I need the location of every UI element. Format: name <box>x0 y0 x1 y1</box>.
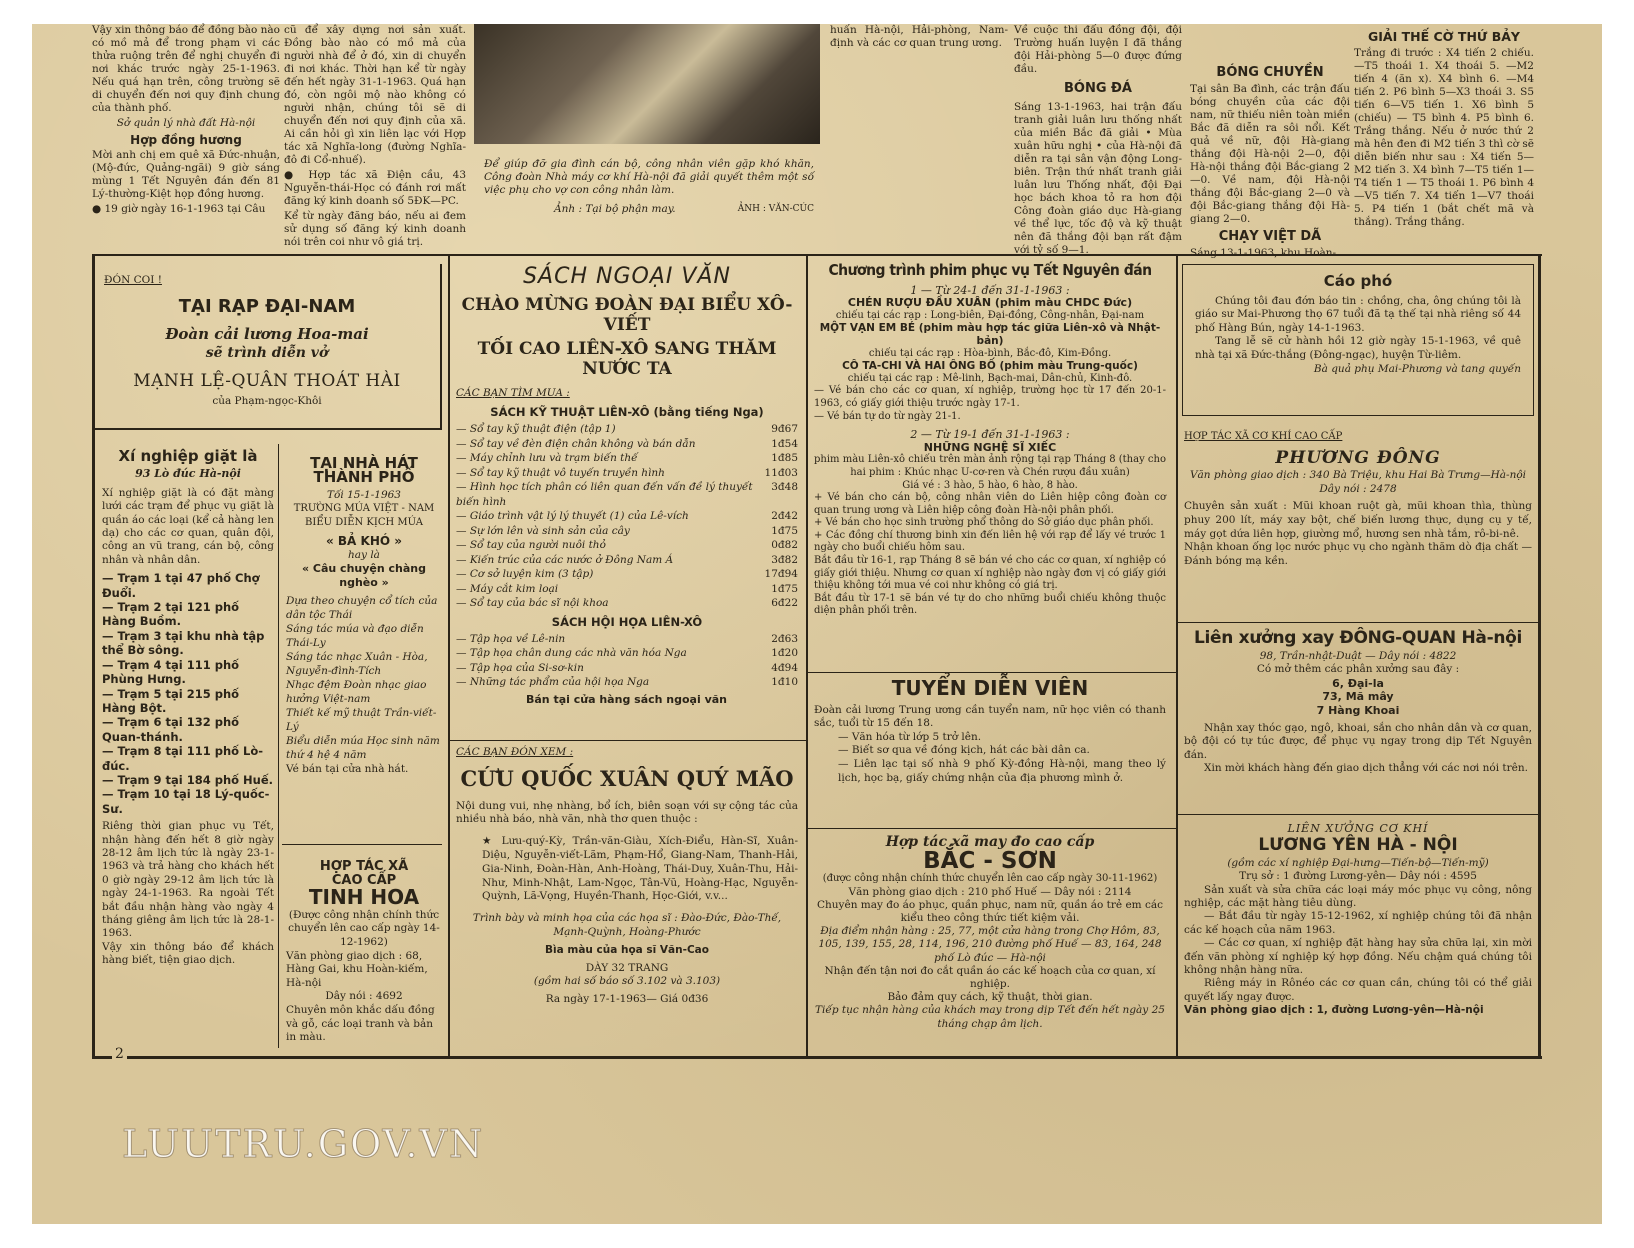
film-price: Giá vé : 3 hào, 5 hào, 6 hào, 8 hào. <box>902 479 1078 491</box>
book-title: — Máy cắt kim loại <box>456 582 559 595</box>
dong-quan-lead: Có mở thêm các phân xưởng sau đây : <box>1256 663 1460 676</box>
book-price: 17đ94 <box>764 568 798 580</box>
film-title: CHÉN RƯỢU ĐẦU XUÂN (phim màu CHDC Đức) <box>847 296 1133 310</box>
book-item <box>456 582 798 597</box>
tinh-hoa-heading: CAO CẤP <box>331 872 397 888</box>
ad-cuu-quoc <box>456 746 798 1048</box>
film-title: NHỮNG NGHỆ SĨ XIẾC <box>923 440 1057 454</box>
book-title: — Sổ tay về đèn điện chân không và bán dẫn <box>456 437 696 450</box>
book-item <box>456 567 798 582</box>
divider <box>278 444 279 1048</box>
book-item <box>456 524 798 539</box>
sport-text: Sáng 13-1-1963, khu Hoàn- <box>1190 247 1337 259</box>
ad-title: TẠI RẠP ĐẠI-NAM <box>178 296 356 317</box>
book-title: — Tập họa của Si-sơ-kin <box>456 661 584 674</box>
tinh-hoa-heading: HỢP TÁC XÃ <box>319 859 409 874</box>
dong-quan-body: Xin mời khách hàng đến giao dịch thẳng với các nơi nói trên. <box>1204 762 1528 775</box>
books-sold-at: Bán tại cửa hàng sách ngoại văn <box>526 692 728 706</box>
theatre-date: Tối 15-1-1963 <box>327 489 401 501</box>
cuu-quoc-cover: Bìa màu của họa sĩ Văn-Cao <box>545 943 709 956</box>
newspaper-page <box>32 24 1602 1224</box>
top-column-4 <box>1014 24 1182 256</box>
divider <box>1176 256 1178 1056</box>
cross-country-heading: CHẠY VIỆT DÃ <box>1218 229 1322 244</box>
ad-play-title: MẠNH LỆ-QUÂN THOÁT HÀI <box>133 371 401 391</box>
station-item: — Trạm 10 tại 18 Lý-quốc-Sư. <box>102 787 270 816</box>
divider <box>1538 254 1541 1058</box>
theatre-show: « Câu chuyện chàng nghèo » <box>301 562 427 589</box>
book-price: 1đ10 <box>771 676 798 688</box>
station-item: — Trạm 8 tại 111 phố Lò-đúc. <box>102 744 264 773</box>
station-item: — Trạm 2 tại 121 phố Hàng Buồm. <box>102 600 240 629</box>
books-welcome: TỐI CAO LIÊN-XÔ SANG THĂM NƯỚC TA <box>477 339 777 379</box>
ad-theatre <box>286 456 442 828</box>
books-lead: CÁC BẠN TÌM MUA : <box>456 387 570 399</box>
film-cinemas: chiếu tại các rạp : Long-biên, Đại-đồng, Công-nhân, Đại-nam <box>835 309 1145 321</box>
dong-quan-title: Liên xưởng xay ĐÔNG-QUAN Hà-nội <box>1193 628 1523 648</box>
book-item <box>456 422 798 437</box>
laundry-body: Xí nghiệp giặt là có đặt màng lưới các trạm để phục vụ giặt là quần áo các loại (kể cả hàng len dạ) cho các cơ quan, quân đội, công an vũ trang, cán bộ, công nhân và nhân dân. <box>102 486 274 566</box>
film-note: — Vé bán cho các cơ quan, xí nghiệp, trường học từ 17 đến 20-1-1963, có giấy giới thiệu trước ngày 17-1. <box>814 385 1166 409</box>
photo-credit-author: ẢNH : VĂN-CÚC <box>737 204 814 214</box>
obit-signature: Bà quả phụ Mai-Phương và tang quyến <box>1313 362 1521 375</box>
book-title: — Sổ tay của người nuôi thỏ <box>456 539 606 551</box>
theatre-credit: Sáng tác múa và đạo diễn Thái-Ly <box>286 623 424 649</box>
photo-caption: Để giúp đỡ gia đình cán bộ, công nhân viên gặp khó khăn, Công đoàn Nhà máy cơ khí Hà-nội đã giải quyết thêm một số việc phụ cho vợ con công nhân làm. <box>484 158 814 196</box>
recruit-req: — Văn hóa từ lớp 5 trở lên. <box>838 730 982 743</box>
book-title: — Tập họa chân dung các nhà văn hóa Nga <box>456 647 687 659</box>
book-price: 9đ67 <box>771 423 798 435</box>
sport-text: Sáng 13-1-1963, hai trận đấu tranh giải luân lưu thống nhất của miền Bắc đã giải • Mùa xuân hữu nghị • của Hà-nội đã diễn ra tại sân vận động Long-biên. Trận thứ nhất tranh giải luân lưu Thống nhất, đội Đại học bách khoa tỏ ra hơn đội Công đoàn giáo dục Hà-giang về thể lực, tốc độ và kỹ thuật nên đã thắng đội bạn rất đậm với tỷ số 9—1. <box>1014 101 1182 256</box>
dong-quan-workshop: 73, Mã mây <box>1322 690 1394 704</box>
laundry-footer: Vậy xin thông báo để khách hàng biết, tiện giao dịch. <box>102 940 274 967</box>
theatre-perf: BIỂU DIỄN KỊCH MÚA <box>305 517 423 528</box>
theatre-credit: Dựa theo chuyện cổ tích của dân tộc Thái <box>286 595 438 621</box>
book-title: — Kiến trúc của các nước ở Đông Nam Á <box>456 553 674 566</box>
film-cinemas: chiếu tại các rạp : Hòa-bình, Bắc-đô, Kim-Đồng. <box>868 347 1112 359</box>
cuu-quoc-illustrators: Trình bày và minh họa của các họa sĩ : Đào-Đức, Đào-Thế, Mạnh-Quỳnh, Hoàng-Phước <box>472 912 782 938</box>
luong-yen-kicker: LIÊN XƯỞNG CƠ KHÍ <box>1287 822 1429 835</box>
news-photo <box>474 24 820 144</box>
volleyball-heading: BÓNG CHUYỀN <box>1216 65 1324 80</box>
phuong-dong-body: Chuyên sản xuất : Mũi khoan ruột gà, mũi khoan thìa, thùng phuy 200 lít, máy xay bột, chế biến lương thực, dụng cụ y tế, máy gọt dứa liên hợp, giường mổ, hương sen nhà tắm, rô-bi-nê. <box>1184 500 1532 540</box>
obit-title: Cáo phó <box>1323 272 1393 290</box>
books-list-tech <box>456 422 798 611</box>
bac-son-body: Nhận đến tận nơi đo cắt quần áo các kế hoạch của cơ quan, xí nghiệp. <box>824 964 1156 991</box>
book-item <box>456 632 798 647</box>
station-item: — Trạm 6 tại 132 phố Quan-thánh. <box>102 715 240 744</box>
notice-text: cũ để xây dựng nơi sản xuất. Đồng bào nào có mồ mả của người nhà để ở đó, xin di chuyển đi nơi khác. Thời hạn kể từ ngày đến hết ngày 31-1-1963. Quá hạn đó, còn ngôi mộ nào không có người nhận, chúng tôi sẽ di chuyển đến nơi quy định của xã. Ai cần hỏi gì xin liên lạc với Hợp tác xã Nghĩa-long (đường Nghĩa-đô đi Cổ-nhuế). <box>284 24 466 166</box>
luong-yen-name: LƯƠNG YÊN HÀ - NỘI <box>1258 835 1458 856</box>
book-title: — Sổ tay của bác sĩ nội khoa <box>456 597 609 609</box>
archive-watermark: LUUTRU.GOV.VN <box>122 1122 485 1166</box>
book-item <box>456 466 798 481</box>
films-period: 2 — Từ 19-1 đến 31-1-1963 : <box>910 428 1070 442</box>
books-list-art <box>456 632 798 690</box>
recruit-body: Đoàn cải lương Trung ương cần tuyển nam, nữ học viên có thanh sắc, tuổi từ 15 đến 18. <box>814 703 1166 730</box>
bac-son-body: Tiếp tục nhận hàng của khách may trong dịp Tết đến hết ngày 25 tháng chạp âm lịch. <box>815 1004 1165 1030</box>
photo-credit: Ảnh : Tại bộ phận may. <box>554 203 676 215</box>
recruit-req: — Liên lạc tại số nhà 9 phố Kỳ-đồng Hà-nội, mang theo lý lịch, học bạ, giấy chứng nhận của địa phương mình ở. <box>838 757 1166 784</box>
book-title: — Cơ sở luyện kim (3 tập) <box>456 568 594 580</box>
laundry-address: 93 Lò đúc Hà-nội <box>135 467 241 481</box>
theatre-credit: Nhạc đệm Đoàn nhạc giao hưởng Việt-nam <box>286 679 427 705</box>
divider <box>1178 814 1540 815</box>
top-column-5 <box>1190 24 1350 259</box>
luong-yen-body: Sản xuất và sửa chữa các loại máy móc phục vụ công, nông nghiệp, các mặt hàng tiêu dùng. <box>1184 883 1532 910</box>
luong-yen-office: Văn phòng giao dịch : 1, đường Lương-yên—Hà-nội <box>1184 1004 1484 1017</box>
book-item <box>456 509 798 524</box>
notice-text: Kể từ ngày đăng báo, nếu ai đem sử dụng số đăng ký kinh doanh nói trên coi như vô giá trị. <box>284 210 466 248</box>
ad-dong-quan <box>1184 628 1532 808</box>
cuu-quoc-pages: DÀY 32 TRANG <box>585 961 669 974</box>
cuu-quoc-authors: ★ Lưu-quý-Kỳ, Trần-văn-Giàu, Xích-Điểu, Hàn-Sĩ, Xuân-Diệu, Nguyễn-viết-Lãm, Phạm-Hổ, Giang-Nam, Thanh-Hải, Gia-Ninh, Đoàn-Hàn, Anh-Hoàng, Thái-Duy, Xuân-Thu, Hải-Như, Minh-Nhật, Lam-Ngọc, Tân-Vũ, Hoàng-Hạc, Nguyễn-Quỳnh, Lã-Vọng, Huyền-Thanh, Học-Giới, v.v... <box>482 835 798 903</box>
tinh-hoa-phone: Dây nói : 4692 <box>325 990 403 1003</box>
divider <box>448 256 450 1056</box>
sport-text: Tại sân Ba đình, các trận đấu bóng chuyền của các đội nam, nữ thiếu niên toàn miền Bắc đã diễn ra sôi nổi. Kết quả về nữ, đội Hà-giang thắng đội Hà-nội 2—0, đội Hà-nội thắng đội Bắc-giang 2—0. Về nam, đội Hà-nội thắng đội Bắc-giang 2—0 và đội Bắc-giang thắng đội Hà-giang 2—0. <box>1190 83 1350 225</box>
book-price: 2đ42 <box>771 510 798 522</box>
obit-body: Chúng tôi đau đớn báo tin : chồng, cha, ông chúng tôi là giáo sư Mai-Phương thọ 67 tuổi đã tạ thế tại nhà riêng số 44 phố Hàng Bún, ngày 14-1-1963. <box>1195 294 1521 334</box>
film-note: — Vé bán tự do từ ngày 21-1. <box>814 410 961 422</box>
laundry-stations <box>102 571 274 816</box>
divider <box>92 1056 1542 1059</box>
bac-son-cert: (được công nhận chính thức chuyển lên cao cấp ngày 30-11-1962) <box>822 873 1158 885</box>
book-item <box>456 661 798 676</box>
station-item: — Trạm 1 tại 47 phố Chợ Đuổi. <box>102 571 260 600</box>
books-welcome: CHÀO MỪNG ĐOÀN ĐẠI BIỂU XÔ-VIẾT <box>461 295 793 335</box>
theatre-title: TẠI NHÀ HÁT <box>310 454 418 472</box>
luong-yen-address: Trụ sở : 1 đường Lương-yên— Dây nói : 4595 <box>1239 870 1477 883</box>
theatre-credit: Biểu diễn múa Học sinh năm thứ 4 hệ 4 năm <box>286 735 440 761</box>
ad-foreign-books <box>456 264 798 734</box>
cuu-quoc-price: Ra ngày 17-1-1963— Giá 0đ36 <box>545 993 709 1006</box>
film-cinemas: chiếu tại các rạp : Mê-linh, Bạch-mai, Dân-chủ, Kinh-đô. <box>847 372 1133 384</box>
station-item: — Trạm 5 tại 215 phố Hàng Bột. <box>102 686 240 715</box>
dong-quan-workshop: 6, Đại-la <box>1332 676 1384 690</box>
book-item <box>456 451 798 466</box>
book-price: 1đ75 <box>771 582 798 595</box>
book-price: 1đ85 <box>771 452 798 464</box>
top-column-2 <box>284 24 466 246</box>
ad-subtitle: sẽ trình diễn vở <box>205 345 329 361</box>
phuong-dong-body: Nhận khoan ống lọc nước phục vụ cho ngành thăm dò địa chất — Đánh bóng mạ kền. <box>1184 541 1532 567</box>
luong-yen-body: — Bắt đầu từ ngày 15-12-1962, xí nghiệp chúng tôi đã nhận các kế hoạch của năm 1963. <box>1184 910 1532 936</box>
theatre-credit: Vé bán tại cửa nhà hát. <box>286 763 409 775</box>
tinh-hoa-cert: (Được công nhận chính thức chuyển lên cao cấp ngày 14-12-1962) <box>288 908 440 948</box>
book-price: 3đ48 <box>771 481 798 493</box>
obit-body: Tang lễ sẽ cử hành hồi 12 giờ ngày 15-1-1963, về quê nhà tại xã Đức-thắng (Đông-ngạc), huyện Từ-liêm. <box>1195 335 1521 361</box>
cuu-quoc-intro: Nội dung vui, nhẹ nhàng, bổ ích, biên soạn với sự cộng tác của nhiều nhà báo, nhà văn, nhà thơ quen thuộc : <box>456 799 798 826</box>
theatre-title: THÀNH PHỐ <box>313 468 415 486</box>
top-column-6 <box>1354 24 1534 246</box>
chess-text: Trắng đi trước : X4 tiến 2 chiếu.—T5 thoái 1. X4 thoái 5. —M2 tiến 4 (ăn x). X4 bình 6. —M4 tiến 2. P6 bình 5—X3 thoái 3. S5 tiến 6—V5 tiến 1. X6 bình 5 (chiếu) — T5 bình 4. P5 bình 6. Trắng thắng. Nếu ở nước thứ 2 mà hên đen đi M2 tiến 3 thì cờ sẽ diễn biến như sau : X4 tiến 5— M2 tiến 3. X4 bình 7—T5 tiến 1— T4 tiến 1 — T5 thoái 1. P6 bình 4—V5 tiến 7. X4 tiến 1—V7 thoái 5. P4 tiến 1 (bắt chết mã và thắng). Trắng thắng. <box>1354 47 1534 228</box>
theatre-org: TRƯỜNG MÚA VIỆT - NAM <box>293 503 435 514</box>
film-title: CÔ TA-CHI VÀ HAI ÔNG BỐ (phim màu Trung-quốc) <box>842 360 1138 373</box>
tinh-hoa-service: Chuyên môn khắc dấu đồng và gỗ, các loại tranh và bản in màu. <box>286 1003 435 1044</box>
book-title: — Tập họa về Lê-nin <box>456 632 566 645</box>
book-price: 2đ63 <box>771 632 798 645</box>
book-title: — Giáo trình vật lý lý thuyết (1) của Lê-vích <box>456 510 689 522</box>
book-price: 6đ22 <box>771 597 798 609</box>
ad-tinh-hoa <box>286 860 442 1046</box>
film-title: MỘT VẠN EM BÉ (phim màu hợp tác giữa Liên-xô và Nhật-bản) <box>819 322 1161 347</box>
cuu-quoc-title: CỨU QUỐC XUÂN QUÝ MÃO <box>460 765 794 791</box>
theatre-show: « BẢ KHÓ » <box>325 534 402 548</box>
ad-kicker: ĐÓN COI ! <box>104 274 162 286</box>
theatre-credit: Thiết kế mỹ thuật Trần-viết-Lý <box>286 707 437 733</box>
photo-caption-block <box>484 158 814 248</box>
tinh-hoa-office: Văn phòng giao dịch : 68, Hàng Gai, khu Hoàn-kiếm, Hà-nội <box>286 949 428 989</box>
book-price: 1đ75 <box>771 524 798 537</box>
station-item: — Trạm 4 tại 111 phố Phùng Hưng. <box>102 657 240 687</box>
divider <box>808 828 1178 829</box>
phuong-dong-address: Văn phòng giao dịch : 340 Bà Triệu, khu Hai Bà Trưng—Hà-nội Dây nói : 2478 <box>1189 469 1527 495</box>
book-item <box>456 675 798 690</box>
book-item <box>456 437 798 452</box>
recruit-title: TUYỂN DIỄN VIÊN <box>891 676 1089 700</box>
sport-text: huấn Hà-nội, Hải-phòng, Nam-định và các cơ quan trung ương. <box>830 24 1008 49</box>
notice-text: ● 19 giờ ngày 16-1-1963 tại Câu <box>92 203 266 215</box>
divider <box>450 740 806 741</box>
top-column-1 <box>92 24 280 246</box>
football-heading: BÓNG ĐÁ <box>1064 81 1132 96</box>
ad-bac-son <box>814 836 1166 1048</box>
book-title: — Hình học tích phân có liên quan đến vấn đề lý thuyết biến hình <box>456 481 753 508</box>
ad-luong-yen <box>1184 822 1532 1048</box>
divider <box>808 672 1178 673</box>
book-price: 3đ82 <box>771 553 798 566</box>
cuu-quoc-kicker: CÁC BẠN ĐÓN XEM : <box>456 746 574 758</box>
ad-dai-nam <box>94 264 442 430</box>
ad-author: của Phạm-ngọc-Khôi <box>212 395 322 407</box>
theatre-credit: Sáng tác nhạc Xuân - Hòa, Nguyễn-đình-Tích <box>286 651 428 677</box>
notice-text: Vậy xin thông báo để đồng bào nào có mồ mả để trong phạm vi các thửa ruộng trên để nghị chuyển đi nơi khác trước ngày 25-1-1963. Nếu quá hạn trên, công trường sẽ di chuyển đến nơi quy định chung của thành phố. <box>92 24 280 114</box>
ad-obituary <box>1182 264 1534 416</box>
films-period: 1 — Từ 24-1 đến 31-1-1963 : <box>910 283 1070 297</box>
chess-heading: GIẢI THẾ CỜ THỨ BẢY <box>1368 29 1520 44</box>
top-column-3 <box>830 24 1008 246</box>
book-price: 1đ20 <box>771 647 798 659</box>
book-item <box>456 480 798 509</box>
recruit-req: — Biết sơ qua về đóng kịch, hát các bài dân ca. <box>838 744 1090 757</box>
film-note: Bắt đầu từ 17-1 sẽ bán vé tự do cho những buổi chiếu không thuộc diện phân phối trên. <box>814 592 1166 617</box>
bac-son-office: Văn phòng giao dịch : 210 phố Huế — Dây nói : 2114 <box>848 885 1132 898</box>
book-item <box>456 646 798 661</box>
tinh-hoa-name: TINH HOA <box>308 885 420 910</box>
book-title: — Sổ tay kỹ thuật điện (tập 1) <box>456 423 616 435</box>
bac-son-body: Địa điểm nhận hàng : 25, 77, một cửa hàng trong Chợ Hôm, 83, 105, 139, 155, 28, 114, 196, 210 đường phố Huế — 83, 164, 248 phố Lò đúc — Hà-nội <box>818 925 1162 964</box>
divider <box>282 844 442 845</box>
phuong-dong-kicker: HỢP TÁC XÃ CƠ KHÍ CAO CẤP <box>1184 431 1343 442</box>
station-item: — Trạm 9 tại 184 phố Huế. <box>102 772 274 787</box>
laundry-footer: Riêng thời gian phục vụ Tết, nhận hàng đến hết 8 giờ ngày 28-12 âm lịch tức là ngày 23-1-1963 và trả hàng cho khách hết 0 giờ ngày 29-12 âm lịch tức là ngày 24-1-1963. Ra ngoài Tết bắt đầu nhận hàng vào ngày 4 tháng giêng âm lịch tức là 28-1-1963. <box>102 820 274 940</box>
book-item <box>456 596 798 611</box>
sport-text: Về cuộc thi đấu đồng đội, đội Trường huấn luyện I đã thắng đội Hải-phòng 5—0 được đứng đầu. <box>1014 24 1182 75</box>
dong-quan-workshop: 7 Hàng Khoai <box>1316 703 1400 717</box>
book-title: — Máy chỉnh lưu và trạm biến thế <box>456 452 638 464</box>
films-title: Chương trình phim phục vụ Tết Nguyên đán <box>828 261 1152 279</box>
book-price: 0đ82 <box>771 539 798 551</box>
section-heading: Hợp đồng hương <box>130 133 242 147</box>
book-item <box>456 538 798 553</box>
luong-yen-sub: (gồm các xí nghiệp Đại-hưng—Tiến-bộ—Tiến-mỹ) <box>1227 856 1489 869</box>
film-note: + Vé bán cho học sinh trường phổ thông do Sở giáo dục phân phối. <box>814 517 1154 529</box>
book-price: 1đ54 <box>771 437 798 450</box>
bac-son-body: Bảo đảm quy cách, kỹ thuật, thời gian. <box>887 991 1093 1004</box>
ad-subtitle: Đoàn cải lương Hoa-mai <box>165 325 369 343</box>
bac-son-name: BẮC - SƠN <box>923 848 1057 875</box>
notice-text: ● Hợp tác xã Điện cầu, 43 Nguyễn-thái-Học có đánh rơi mất đăng ký kinh doanh số 5ĐK—PC. <box>284 169 466 207</box>
books-heading: SÁCH NGOẠI VĂN <box>523 264 731 289</box>
divider <box>1178 622 1540 623</box>
book-title: — Sổ tay kỹ thuật vô tuyến truyền hình <box>456 466 665 479</box>
luong-yen-body: Riêng máy in Rônéo các cơ quan cần, chúng tôi có thể giải quyết lấy ngay được. <box>1184 977 1532 1003</box>
ad-laundry <box>102 447 274 1042</box>
dong-quan-address: 98, Trần-nhật-Duật — Dây nói : 4822 <box>1259 649 1457 662</box>
divider <box>92 254 1542 256</box>
ad-films <box>814 261 1166 664</box>
ad-recruit <box>814 676 1166 824</box>
film-note: Bắt đầu từ 16-1, rạp Tháng 8 sẽ bán vé cho các cơ quan, xí nghiệp có giấy giới thiệu. Nhưng cơ quan xí nghiệp nào ngày đơn vị có giấy giới thiệu không tới mua vé coi như không có giá trị. <box>814 555 1166 592</box>
film-cinemas: phim màu Liên-xô chiếu trên màn ảnh rộng tại rạp Tháng 8 (thay cho hai phim : Khúc nhạc U-cơ-ren và Chén rượu đầu xuân) <box>814 454 1166 478</box>
bac-son-body: Chuyên may đo áo phục, quần phục, nam nữ, quần áo trẻ em các kiểu theo công thức tiết kiệm vải. <box>817 898 1163 925</box>
books-section: SÁCH KỸ THUẬT LIÊN-XÔ (bằng tiếng Nga) <box>490 405 764 419</box>
book-price: 11đ03 <box>764 466 798 479</box>
film-note: + Các đồng chí thương binh xin đến liên hệ với rạp để lấy vé trước 1 ngày cho buổi chiếu hôm sau. <box>814 529 1166 554</box>
film-note: + Vé bán cho cán bộ, công nhân viên do Liên hiệp công đoàn cơ quan trung ương và Liên hiệp công đoàn Hà-nội phân phối. <box>814 492 1166 516</box>
phuong-dong-name: PHƯƠNG ĐÔNG <box>1275 447 1441 468</box>
laundry-title: Xí nghiệp giặt là <box>118 447 258 465</box>
bac-son-lead: Hợp tác xã may đo cao cấp <box>885 834 1095 850</box>
book-price: 4đ94 <box>771 661 798 674</box>
notice-text: Mời anh chị em quê xã Đức-nhuận, (Mộ-đức, Quảng-ngãi) 9 giờ sáng mùng 1 Tết Nguyên đán đến 81 Lý-thường-Kiệt họp đồng hương. <box>92 149 280 200</box>
cuu-quoc-issues: (gồm hai số báo số 3.102 và 3.103) <box>533 975 721 988</box>
theatre-or: hay là <box>348 549 380 561</box>
books-section: SÁCH HỘI HỌA LIÊN-XÔ <box>551 614 703 629</box>
book-item <box>456 553 798 568</box>
luong-yen-body: — Các cơ quan, xí nghiệp đặt hàng hay sửa chữa lại, xin mời đến văn phòng xí nghiệp ký hợp đồng. Nếu chậm quá chúng tôi không nhận hàng nữa. <box>1184 937 1532 977</box>
ad-phuong-dong <box>1184 430 1532 616</box>
page-number: 2 <box>112 1046 127 1062</box>
book-title: — Những tác phẩm của hội họa Nga <box>456 676 650 688</box>
book-title: — Sự lớn lên và sinh sản của cây <box>456 524 630 537</box>
station-item: — Trạm 3 tại khu nhà tập thể Bờ sông. <box>102 628 265 658</box>
dong-quan-body: Nhận xay thóc gạo, ngô, khoai, sắn cho nhân dân và cơ quan, bộ đội có tự túc được, để phục vụ ngay trong dịp Tết Nguyên đán. <box>1184 721 1532 761</box>
divider <box>806 256 808 1056</box>
notice-signature: Sở quản lý nhà đất Hà-nội <box>116 117 256 129</box>
